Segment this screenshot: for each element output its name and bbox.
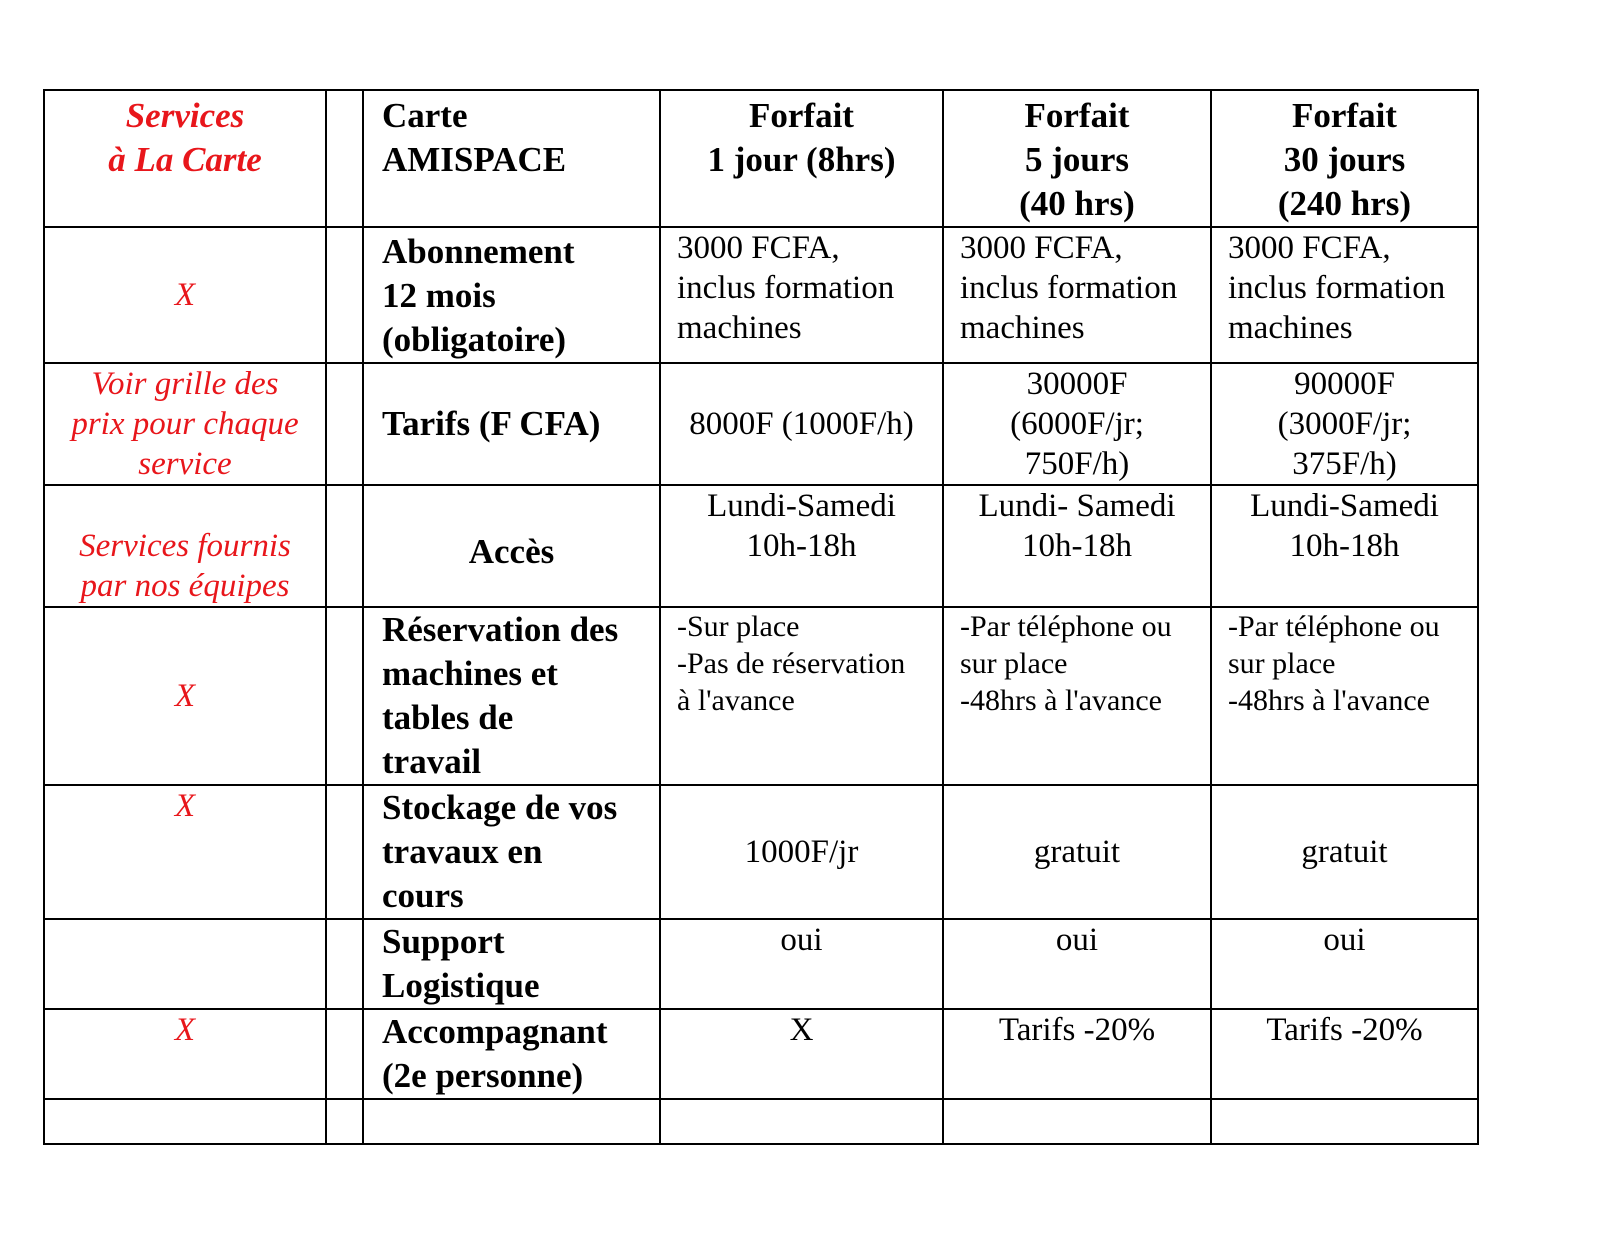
- value-line: machines: [960, 310, 1085, 346]
- plan-5-value: [943, 485, 1211, 607]
- value-line: sur place: [1228, 647, 1336, 680]
- row-label-line: 12 mois: [382, 276, 496, 315]
- service-note: [44, 485, 326, 607]
- spacer-cell: [326, 90, 363, 227]
- service-mark: X: [44, 227, 326, 363]
- header-plan-5-line: 5 jours: [1024, 140, 1130, 179]
- service-mark: X: [44, 785, 326, 919]
- plan-30-value: oui: [1211, 919, 1478, 1009]
- value-line: -Par téléphone ou: [1228, 610, 1440, 643]
- header-services-line: Services: [125, 96, 245, 135]
- value-line: inclus formation: [1228, 270, 1446, 306]
- header-services-line: à La Carte: [108, 140, 262, 179]
- plan-5-value: [943, 607, 1211, 785]
- header-plan-1-cell: [660, 90, 943, 227]
- value-line: à l'avance: [677, 684, 795, 717]
- plan-30-value: [1211, 227, 1478, 363]
- plan-30-value: [1211, 485, 1478, 607]
- plan-1-value: 1000F/jr: [660, 785, 943, 919]
- value-line: Lundi-Samedi: [1250, 488, 1439, 524]
- service-note: [44, 363, 326, 485]
- plan-30-value: Tarifs -20%: [1211, 1009, 1478, 1099]
- header-plan-30-cell: [1211, 90, 1478, 227]
- value-line: 3000 FCFA,: [1228, 230, 1391, 266]
- value-line: (6000F/jr;: [1010, 406, 1144, 442]
- plan-1-value: [660, 607, 943, 785]
- value-line: 375F/h): [1292, 446, 1397, 482]
- plan-5-value: gratuit: [943, 785, 1211, 919]
- row-label: [363, 607, 660, 785]
- value-line: -Par téléphone ou: [960, 610, 1172, 643]
- row-label-line: (obligatoire): [382, 320, 567, 359]
- empty-cell: [943, 1099, 1211, 1144]
- value-line: machines: [677, 310, 802, 346]
- spacer-cell: [326, 485, 363, 607]
- header-plan-5-cell: [943, 90, 1211, 227]
- row-label-line: (2e personne): [382, 1056, 584, 1095]
- value-line: -Sur place: [677, 610, 800, 643]
- header-plan-5-line: (40 hrs): [1019, 184, 1135, 223]
- service-note-line: Services fournis: [79, 528, 291, 564]
- header-plan-30-line: Forfait: [1292, 96, 1397, 135]
- service-note-line: service: [138, 446, 232, 482]
- value-line: 3000 FCFA,: [677, 230, 840, 266]
- spacer-cell: [326, 919, 363, 1009]
- header-row: [44, 90, 1478, 227]
- row-label-line: Support: [382, 922, 505, 961]
- plan-30-value: gratuit: [1211, 785, 1478, 919]
- row-label: [363, 227, 660, 363]
- header-services-cell: [44, 90, 326, 227]
- row-support: [44, 919, 1478, 1009]
- value-line: 10h-18h: [1289, 528, 1400, 564]
- value-line: (3000F/jr;: [1277, 406, 1412, 442]
- empty-cell: [660, 1099, 943, 1144]
- value-line: inclus formation: [677, 270, 895, 306]
- row-label: [363, 1009, 660, 1099]
- header-carte-line: Carte: [382, 96, 468, 135]
- header-plan-30-line: (240 hrs): [1277, 184, 1412, 223]
- value-line: -48hrs à l'avance: [1228, 684, 1430, 717]
- value-line: 3000 FCFA,: [960, 230, 1123, 266]
- plan-1-value: oui: [660, 919, 943, 1009]
- header-plan-30-line: 30 jours: [1283, 140, 1406, 179]
- header-carte-cell: [363, 90, 660, 227]
- row-label-line: Accompagnant: [382, 1012, 608, 1051]
- plan-5-value: Tarifs -20%: [943, 1009, 1211, 1099]
- plan-30-value: [1211, 607, 1478, 785]
- spacer-cell: [326, 363, 363, 485]
- value-line: 30000F: [1026, 366, 1128, 402]
- value-line: -Pas de réservation: [677, 647, 906, 680]
- plan-5-value: [943, 227, 1211, 363]
- row-abonnement: [44, 227, 1478, 363]
- value-line: -48hrs à l'avance: [960, 684, 1162, 717]
- spacer-cell: [326, 607, 363, 785]
- row-acces: [44, 485, 1478, 607]
- value-line: Lundi- Samedi: [978, 488, 1176, 524]
- empty-cell: [1211, 1099, 1478, 1144]
- service-mark: [44, 919, 326, 1009]
- row-label-line: Réservation des: [382, 610, 619, 649]
- row-label-line: Abonnement: [382, 232, 575, 271]
- row-label-line: tables de: [382, 698, 514, 737]
- plan-5-value: [943, 363, 1211, 485]
- service-mark: X: [44, 1009, 326, 1099]
- spacer-cell: [326, 227, 363, 363]
- header-plan-1-line: Forfait: [749, 96, 854, 135]
- row-label-line: cours: [382, 876, 464, 915]
- spacer-cell: [326, 785, 363, 919]
- plan-5-value: oui: [943, 919, 1211, 1009]
- service-mark: X: [44, 607, 326, 785]
- plan-1-value: X: [660, 1009, 943, 1099]
- empty-row: [44, 1099, 1478, 1144]
- row-label: [363, 785, 660, 919]
- value-line: Lundi-Samedi: [707, 488, 896, 524]
- header-carte-line: AMISPACE: [382, 140, 567, 179]
- row-label-line: Logistique: [382, 966, 540, 1005]
- row-label-line: travaux en: [382, 832, 543, 871]
- empty-cell: [363, 1099, 660, 1144]
- header-plan-5-line: Forfait: [1024, 96, 1130, 135]
- service-note-line: prix pour chaque: [71, 406, 299, 442]
- row-accompagnant: [44, 1009, 1478, 1099]
- plan-1-value: [660, 485, 943, 607]
- empty-cell: [326, 1099, 363, 1144]
- value-line: sur place: [960, 647, 1068, 680]
- value-line: 750F/h): [1024, 446, 1130, 482]
- spacer-cell: [326, 1009, 363, 1099]
- value-line: 10h-18h: [1022, 528, 1132, 564]
- row-label-line: machines et: [382, 654, 558, 693]
- row-label: Tarifs (F CFA): [363, 363, 660, 485]
- plan-1-value: [660, 227, 943, 363]
- row-label: [363, 919, 660, 1009]
- row-label: Accès: [363, 485, 660, 607]
- empty-cell: [44, 1099, 326, 1144]
- row-label-line: travail: [382, 742, 482, 781]
- value-line: 90000F: [1294, 366, 1395, 402]
- service-note-line: Voir grille des: [91, 366, 279, 402]
- row-label-line: Stockage de vos: [382, 788, 618, 827]
- row-tarifs: [44, 363, 1478, 485]
- pricing-table: [43, 89, 1479, 1145]
- row-reservation: [44, 607, 1478, 785]
- plan-1-value: 8000F (1000F/h): [660, 363, 943, 485]
- plan-30-value: [1211, 363, 1478, 485]
- row-stockage: [44, 785, 1478, 919]
- service-note-line: par nos équipes: [80, 568, 290, 604]
- header-plan-1-line: 1 jour (8hrs): [707, 140, 896, 179]
- value-line: inclus formation: [960, 270, 1178, 306]
- value-line: 10h-18h: [746, 528, 857, 564]
- value-line: machines: [1228, 310, 1353, 346]
